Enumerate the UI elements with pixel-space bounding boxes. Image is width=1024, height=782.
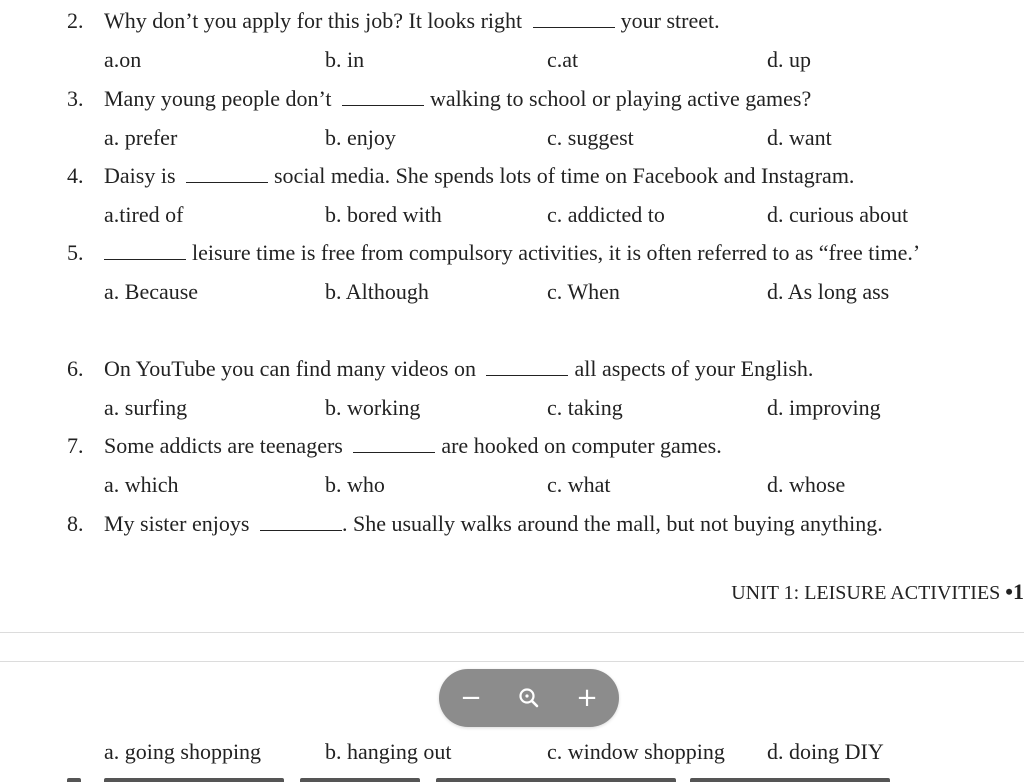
question-text-after: all aspects of your English. [574,356,814,381]
question-number: 5. [67,240,84,265]
question-text [104,509,883,539]
option-b: b. enjoy [325,125,396,150]
option-d: d. As long ass [767,279,890,304]
page-footer [731,577,1024,608]
option-b: b. working [325,395,421,420]
option-d: d. up [767,47,811,72]
option-a: a. which [104,472,179,497]
option-b: b. in [325,47,365,72]
page-number: 1 [1013,579,1024,604]
option-b: b. Although [325,279,429,304]
option-b: b. who [325,472,385,497]
option-d: d. doing DIY [767,739,884,764]
cut-off-next-line [0,772,1024,782]
option-b: b. hanging out [325,739,452,764]
option-a: a. prefer [104,125,178,150]
question-text-after: social media. She spends lots of time on Facebook and Instagram. [274,163,855,188]
question-text [104,354,813,384]
zoom-controls [439,669,619,727]
question-text-after: are hooked on computer games. [441,433,722,458]
question-number: 3. [67,86,84,111]
question-text-before: On YouTube you can find many videos on [104,356,476,381]
option-b: b. bored with [325,202,442,227]
answer-blank [533,8,615,28]
answer-blank [104,240,186,260]
option-c: c. suggest [547,125,634,150]
answer-blank [486,356,568,376]
unit-label: UNIT 1: LEISURE ACTIVITIES [731,582,1001,604]
option-d: d. curious about [767,202,909,227]
option-c: c.at [547,47,579,72]
question-text [104,161,854,191]
option-a: a. going shopping [104,739,262,764]
zoom-search-icon [517,686,541,710]
question-number: 7. [67,433,84,458]
question-text [104,431,722,461]
question-text-before: Why don’t you apply for this job? It looks right [104,8,523,33]
question-text-after: your street. [620,8,720,33]
option-d: d. want [767,125,832,150]
question-text-after: . She usually walks around the mall, but not buying anything. [341,511,883,536]
zoom-in-button[interactable] [559,669,615,727]
option-d: d. improving [767,395,881,420]
zoom-out-button[interactable] [443,669,499,727]
option-c: c. window shopping [547,739,725,764]
answer-blank [342,86,424,106]
option-c: c. When [547,279,620,304]
option-a: a.tired of [104,202,184,227]
question-text-after: walking to school or playing active games? [430,86,812,111]
question-text-after: leisure time is free from compulsory activities, it is often referred to as “free time.’ [192,240,921,265]
answer-blank [186,163,268,183]
zoom-reset-button[interactable] [501,669,557,727]
option-c: c. what [547,472,611,497]
question-text-before: Many young people don’t [104,86,332,111]
option-c: c. taking [547,395,623,420]
question-text-before: Some addicts are teenagers [104,433,343,458]
answer-blank [353,433,435,453]
question-text [104,6,720,36]
question-number: 4. [67,163,84,188]
option-d: d. whose [767,472,846,497]
minus-icon: − [460,683,482,713]
footer-bullet: • [1005,579,1013,604]
option-a: a.on [104,47,142,72]
plus-icon: + [576,683,598,713]
question-text [104,84,811,114]
page-separator-bottom [0,661,1024,662]
question-number: 8. [67,511,84,536]
option-c: c. addicted to [547,202,665,227]
question-text-before: My sister enjoys [104,511,250,536]
option-a: a. Because [104,279,199,304]
question-number: 2. [67,8,84,33]
page-gap [0,633,1024,661]
question-text-before: Daisy is [104,163,176,188]
question-text [104,238,920,268]
option-a: a. surfing [104,395,188,420]
question-number: 6. [67,356,84,381]
answer-blank [260,511,342,531]
